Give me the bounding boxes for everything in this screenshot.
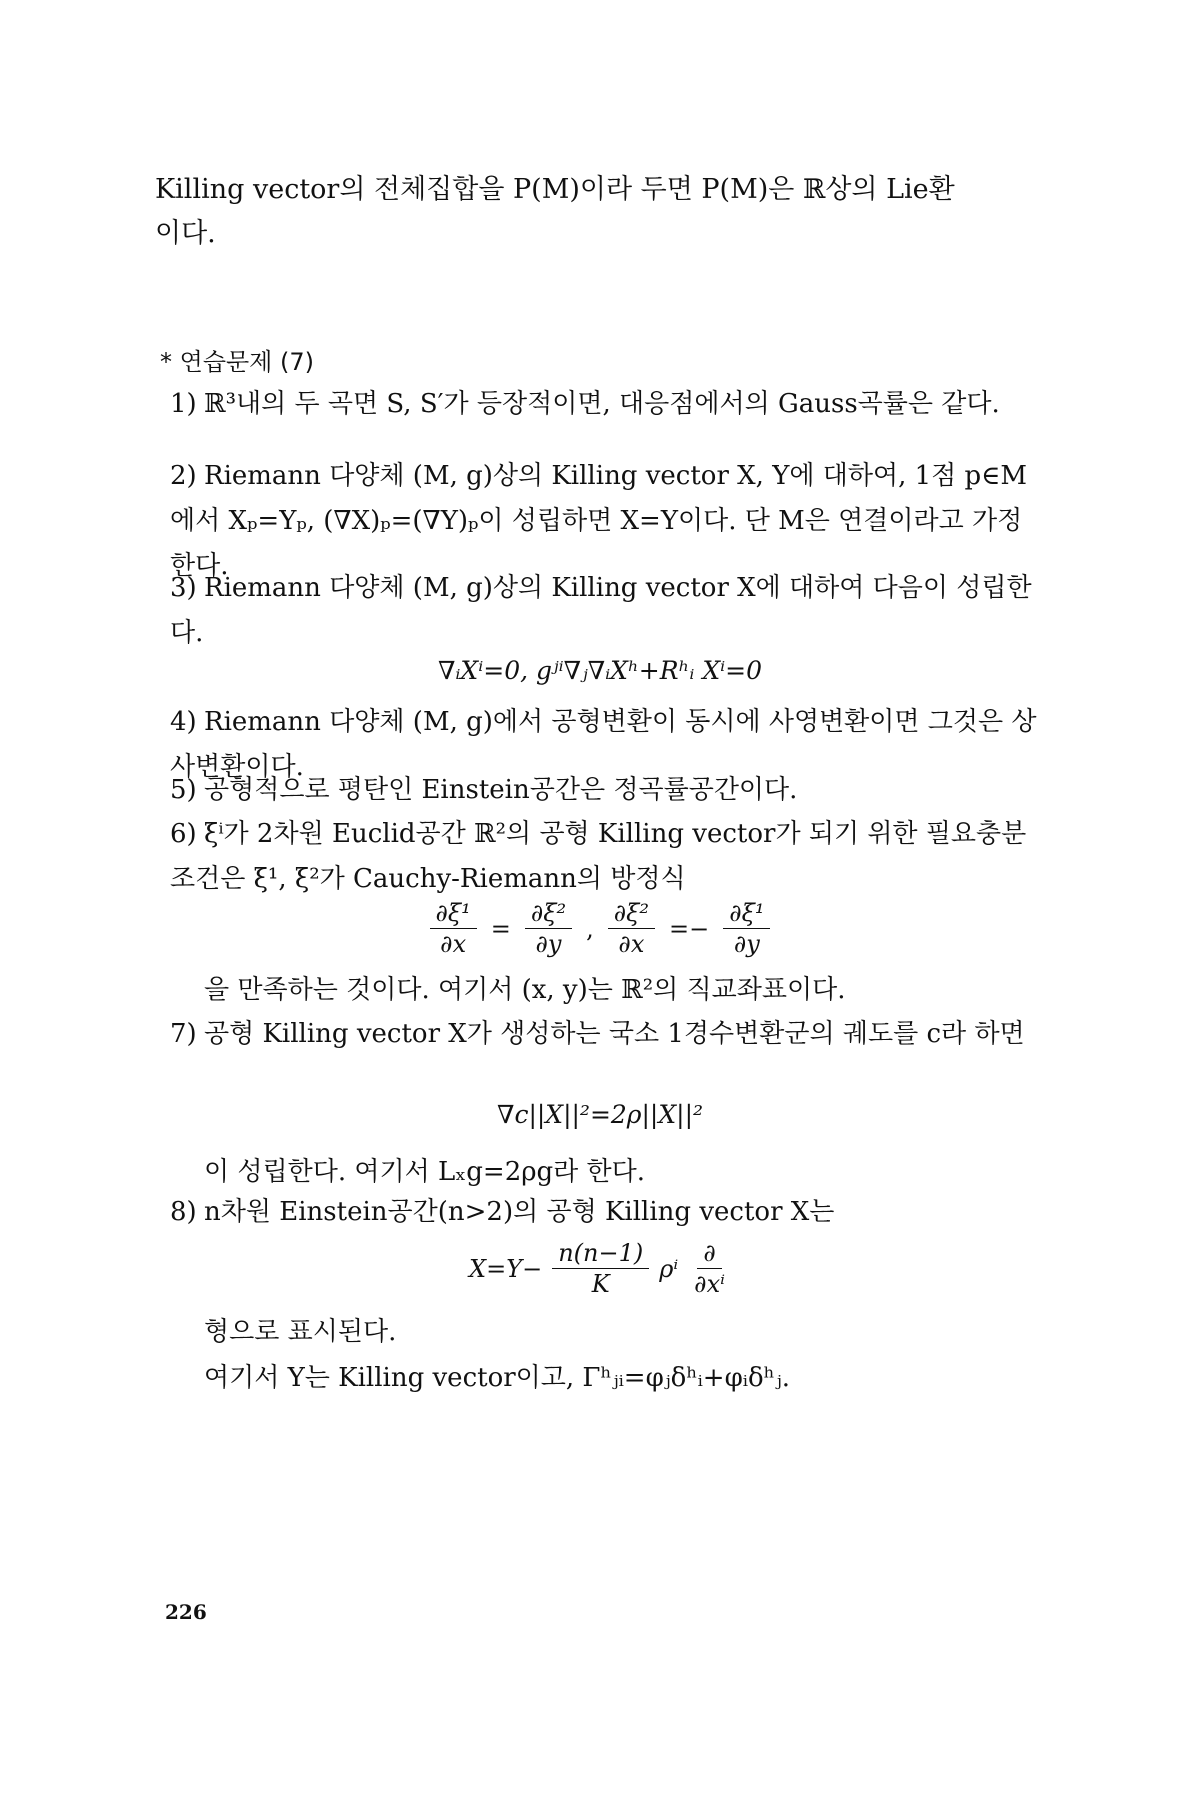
problem-8 (170, 1190, 1040, 1235)
intro-paragraph (155, 168, 1035, 256)
problem-8-continuation-1: 형으로 표시된다. (204, 1317, 397, 1347)
problem-number: 5) (170, 775, 197, 805)
fraction (723, 898, 770, 959)
problem-text: 공형 Killing vector X가 생성하는 국소 1경수변환군의 궤도를 c라 하면 (204, 1019, 1025, 1049)
problem-number: 2) (170, 461, 197, 491)
fraction (608, 898, 655, 959)
cauchy-riemann-equations (0, 898, 1200, 959)
problem-5 (170, 768, 1040, 813)
problem-number: 8) (170, 1197, 197, 1227)
denominator: ∂x (440, 930, 467, 958)
denominator: ∂x (618, 930, 645, 958)
equals-sign: = (490, 914, 511, 943)
intro-line-2: 이다. (155, 218, 216, 249)
exercise-section-title: * 연습문제 (7) (160, 348, 314, 376)
problem-number: 1) (170, 389, 197, 419)
problem-text: ξⁱ가 2차원 Euclid공간 ℝ²의 공형 Killing vector가 되기 위한 필요충분조건은 ξ¹, ξ²가 Cauchy-Riemann의 방정식 (170, 819, 1027, 894)
problem-number: 7) (170, 1019, 197, 1049)
numerator: ∂ξ¹ (723, 898, 770, 929)
problem-text: Riemann 다양체 (M, g)상의 Killing vector X, Y에 대하여, 1점 p∈M에서 Xₚ=Yₚ, (∇X)ₚ=(∇Y)ₚ이 성립하면 X=Y이다. 단 M은 연결이라고 가정한다. (170, 461, 1028, 581)
problem-1 (170, 382, 1040, 427)
equation-7: ∇c||X||²=2ρ||X||² (496, 1100, 704, 1129)
numerator: ∂ξ² (608, 898, 655, 929)
intro-line-1: Killing vector의 전체집합을 P(M)이라 두면 P(M)은 ℝ상의 Lie환 (155, 174, 955, 205)
numerator: ∂ (697, 1238, 721, 1269)
problem-number: 3) (170, 573, 197, 603)
numerator: ∂ξ² (525, 898, 572, 929)
fraction (430, 898, 477, 959)
problem-7-continuation: 이 성립한다. 여기서 Lₓg=2ρg라 한다. (204, 1157, 646, 1187)
problem-text: ℝ³내의 두 곡면 S, S′가 등장적이면, 대응점에서의 Gauss곡률은 같다. (204, 389, 1000, 419)
denominator: ∂xⁱ (694, 1270, 725, 1298)
problem-6 (170, 812, 1040, 902)
equation-lhs: X=Y− (469, 1254, 543, 1283)
problem-text: Riemann 다양체 (M, g)에서 공형변환이 동시에 사영변환이면 그것은 상사변환이다. (170, 707, 1037, 782)
problem-number: 6) (170, 819, 197, 849)
fraction (552, 1238, 649, 1299)
problem-text: 공형적으로 평탄인 Einstein공간은 정곡률공간이다. (204, 775, 798, 805)
denominator: K (591, 1270, 610, 1298)
equation-8 (0, 1238, 1200, 1299)
problem-text: n차원 Einstein공간(n>2)의 공형 Killing vector X는 (204, 1197, 835, 1227)
problem-6-continuation: 을 만족하는 것이다. 여기서 (x, y)는 ℝ²의 직교좌표이다. (204, 975, 846, 1005)
numerator: n(n−1) (552, 1238, 649, 1269)
numerator: ∂ξ¹ (430, 898, 477, 929)
derivative-fraction (688, 1238, 731, 1299)
problem-text: Riemann 다양체 (M, g)상의 Killing vector X에 대하여 다음이 성립한다. (170, 573, 1032, 648)
problem-3 (170, 566, 1040, 656)
problem-number: 4) (170, 707, 197, 737)
problem-7 (170, 1012, 1040, 1057)
page-number: 226 (165, 1600, 207, 1624)
equals-minus-sign: =− (669, 914, 710, 943)
fraction (525, 898, 572, 959)
denominator: ∂y (535, 930, 562, 958)
rho-term: ρⁱ (659, 1254, 679, 1283)
denominator: ∂y (733, 930, 760, 958)
problem-8-continuation-2: 여기서 Y는 Killing vector이고, Γʰⱼᵢ=φⱼδʰᵢ+φᵢδʰⱼ. (204, 1363, 791, 1393)
comma: , (586, 914, 594, 943)
equation-3: ∇ᵢXⁱ=0, gʲⁱ∇ⱼ∇ᵢXʰ+Rʰᵢ Xⁱ=0 (437, 656, 763, 685)
